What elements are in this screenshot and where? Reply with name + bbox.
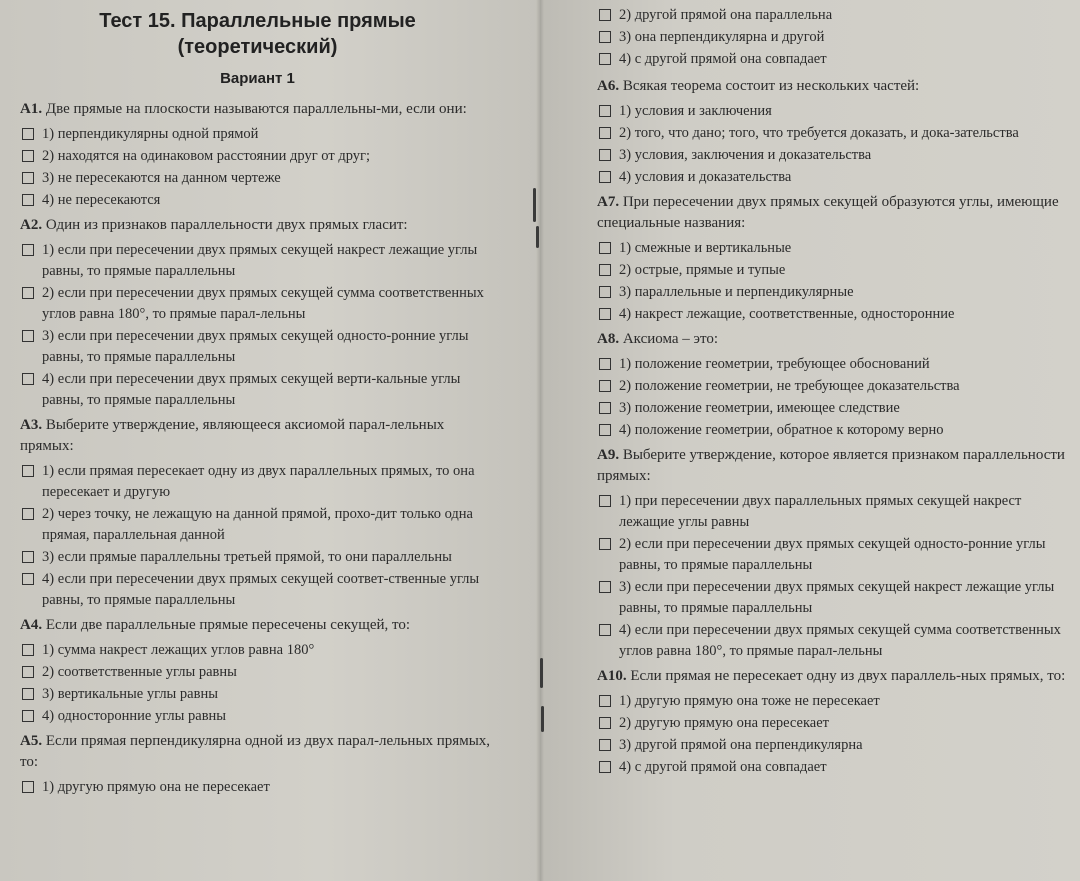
checkbox[interactable] <box>599 171 611 183</box>
option-text: 3) если при пересечении двух прямых секущей односто-ронние углы равны, то прямые параллельны <box>42 328 469 365</box>
checkbox[interactable] <box>599 149 611 161</box>
answer-option[interactable] <box>20 369 495 411</box>
answer-option[interactable] <box>597 577 1077 619</box>
answer-option[interactable] <box>20 569 495 611</box>
staple-bottom-2 <box>541 706 544 732</box>
option-text: 4) не пересекаются <box>42 192 161 208</box>
option-text: 4) условия и доказательства <box>619 169 792 185</box>
option-text: 1) если при пересечении двух прямых секущей накрест лежащие углы равны, то прямые параллельны <box>42 242 478 279</box>
answer-option[interactable] <box>597 167 1077 188</box>
question-body: Если две параллельные прямые пересечены секущей, то: <box>45 617 411 633</box>
answer-option[interactable] <box>597 5 1077 26</box>
answer-option[interactable] <box>597 354 1077 375</box>
answer-option[interactable] <box>20 706 495 727</box>
question-body: Один из признаков параллельности двух прямых гласит: <box>45 217 408 233</box>
checkbox[interactable] <box>22 688 34 700</box>
option-text: 4) односторонние углы равны <box>42 708 227 724</box>
answer-option[interactable] <box>597 620 1077 662</box>
option-text: 2) соответственные углы равны <box>42 664 237 680</box>
answer-option[interactable] <box>597 376 1077 397</box>
checkbox[interactable] <box>22 508 34 520</box>
question <box>597 666 1077 778</box>
question-number: A3. <box>20 417 46 433</box>
question <box>20 615 495 727</box>
option-text: 2) находятся на одинаковом расстоянии друг от друг; <box>42 148 370 164</box>
question-text <box>597 329 1077 350</box>
option-text: 1) смежные и вертикальные <box>619 240 792 256</box>
checkbox[interactable] <box>599 538 611 550</box>
option-text: 4) с другой прямой она совпадает <box>619 51 827 67</box>
checkbox[interactable] <box>599 105 611 117</box>
page-fold <box>536 0 544 881</box>
question-number: A5. <box>20 733 46 749</box>
question-number: A7. <box>597 194 623 210</box>
checkbox[interactable] <box>22 781 34 793</box>
question-body: Если прямая перпендикулярна одной из двух парал-лельных прямых, то: <box>20 733 491 770</box>
question-body: Две прямые на плоскости называются параллельны-ми, если они: <box>45 101 467 117</box>
test-title <box>20 8 495 60</box>
question <box>20 99 495 211</box>
answer-option[interactable] <box>597 304 1077 325</box>
question-body: Всякая теорема состоит из нескольких частей: <box>622 78 920 94</box>
question-number: A2. <box>20 217 46 233</box>
answer-option[interactable] <box>20 168 495 189</box>
checkbox[interactable] <box>22 465 34 477</box>
question-text <box>597 192 1077 234</box>
question <box>597 192 1077 325</box>
checkbox[interactable] <box>599 264 611 276</box>
question-text <box>20 731 495 773</box>
staple-top <box>533 188 536 222</box>
answer-option[interactable] <box>20 146 495 167</box>
checkbox[interactable] <box>599 380 611 392</box>
option-text: 3) вертикальные углы равны <box>42 686 218 702</box>
title-line-1: Тест 15. Параллельные прямые <box>99 10 416 32</box>
question-number: A9. <box>597 447 623 463</box>
answer-option[interactable] <box>20 283 495 325</box>
answer-option[interactable] <box>20 504 495 546</box>
question-body: Если прямая не пересекает одну из двух параллель-ных прямых, то: <box>630 668 1066 684</box>
question <box>597 445 1077 662</box>
question-body: Выберите утверждение, являющееся аксиомой парал-лельных прямых: <box>20 417 445 454</box>
question-text <box>597 666 1077 687</box>
checkbox[interactable] <box>22 172 34 184</box>
answer-option[interactable] <box>20 547 495 568</box>
question-body: Аксиома – это: <box>622 331 718 347</box>
option-text: 4) накрест лежащие, соответственные, односторонние <box>619 306 955 322</box>
answer-option[interactable] <box>20 190 495 211</box>
staple-bottom <box>540 658 543 688</box>
answer-option[interactable] <box>20 461 495 503</box>
question-number: A1. <box>20 101 46 117</box>
checkbox[interactable] <box>599 308 611 320</box>
answer-option[interactable] <box>597 49 1077 70</box>
option-text: 3) условия, заключения и доказательства <box>619 147 872 163</box>
answer-option[interactable] <box>20 662 495 683</box>
option-text: 3) не пересекаются на данном чертеже <box>42 170 281 186</box>
answer-option[interactable] <box>20 326 495 368</box>
answer-option[interactable] <box>597 534 1077 576</box>
question <box>597 329 1077 441</box>
question-number: A6. <box>597 78 623 94</box>
answer-option[interactable] <box>597 145 1077 166</box>
question-text <box>20 415 495 457</box>
answer-option[interactable] <box>20 684 495 705</box>
checkbox[interactable] <box>599 424 611 436</box>
option-text: 2) если при пересечении двух прямых секущей сумма соответственных углов равна 180°, то прямые парал-лельны <box>42 285 484 322</box>
question-text <box>20 99 495 120</box>
checkbox[interactable] <box>599 358 611 370</box>
option-text: 4) если при пересечении двух прямых секущей сумма соответственных углов равна 180°, то прямые парал-лельны <box>619 622 1061 659</box>
checkbox[interactable] <box>22 666 34 678</box>
option-text: 4) если при пересечении двух прямых секущей верти-кальные углы равны, то прямые параллельны <box>42 371 461 408</box>
staple-top-2 <box>536 226 539 248</box>
checkbox[interactable] <box>22 573 34 585</box>
answer-option[interactable] <box>597 27 1077 48</box>
checkbox[interactable] <box>599 495 611 507</box>
checkbox[interactable] <box>22 710 34 722</box>
question-number: A10. <box>597 668 631 684</box>
option-text: 2) другую прямую она пересекает <box>619 715 830 731</box>
option-text: 3) параллельные и перпендикулярные <box>619 284 854 300</box>
option-text: 1) если прямая пересекает одну из двух параллельных прямых, то она пересекает и другую <box>42 463 475 500</box>
question-body: При пересечении двух прямых секущей образуются углы, имеющие специальные названия: <box>597 194 1059 231</box>
question <box>597 76 1077 188</box>
question <box>20 415 495 611</box>
checkbox[interactable] <box>22 330 34 342</box>
answer-option[interactable] <box>597 238 1077 259</box>
checkbox[interactable] <box>599 695 611 707</box>
checkbox[interactable] <box>599 31 611 43</box>
option-text: 4) положение геометрии, обратное к которому верно <box>619 422 944 438</box>
option-text: 4) если при пересечении двух прямых секущей соответ-ственные углы равны, то прямые параллельны <box>42 571 480 608</box>
answer-option[interactable] <box>20 124 495 145</box>
option-text: 1) условия и заключения <box>619 103 772 119</box>
option-text: 2) если при пересечении двух прямых секущей односто-ронние углы равны, то прямые параллельны <box>619 536 1046 573</box>
answer-option[interactable] <box>597 123 1077 144</box>
option-text: 2) через точку, не лежащую на данной прямой, прохо-дит только одна прямая, параллельная данной <box>42 506 473 543</box>
option-text: 1) положение геометрии, требующее обоснований <box>619 356 930 372</box>
checkbox[interactable] <box>22 287 34 299</box>
variant-heading: Вариант 1 <box>220 70 295 87</box>
title-line-2: (теоретический) <box>177 36 338 58</box>
answer-option[interactable] <box>597 398 1077 419</box>
option-text: 3) она перпендикулярна и другой <box>619 29 825 45</box>
left-questions <box>20 99 495 798</box>
checkbox[interactable] <box>599 761 611 773</box>
question-text <box>597 76 1077 97</box>
checkbox[interactable] <box>22 128 34 140</box>
option-text: 2) острые, прямые и тупые <box>619 262 786 278</box>
option-text: 1) сумма накрест лежащих углов равна 180° <box>42 642 315 658</box>
question-text <box>20 215 495 236</box>
checkbox[interactable] <box>22 194 34 206</box>
checkbox[interactable] <box>599 242 611 254</box>
checkbox[interactable] <box>599 286 611 298</box>
right-questions <box>597 76 1077 778</box>
checkbox[interactable] <box>22 150 34 162</box>
checkbox[interactable] <box>22 551 34 563</box>
question <box>20 215 495 411</box>
answer-option[interactable] <box>20 640 495 661</box>
answer-option[interactable] <box>597 757 1077 778</box>
option-text: 1) при пересечении двух параллельных прямых секущей накрест лежащие углы равны <box>619 493 1022 530</box>
option-text: 4) с другой прямой она совпадает <box>619 759 827 775</box>
option-text: 1) другую прямую она не пересекает <box>42 779 270 795</box>
option-text: 1) другую прямую она тоже не пересекает <box>619 693 880 709</box>
checkbox[interactable] <box>22 244 34 256</box>
answer-option[interactable] <box>20 777 495 798</box>
answer-option[interactable] <box>597 491 1077 533</box>
option-text: 3) положение геометрии, имеющее следствие <box>619 400 900 416</box>
question-number: A4. <box>20 617 46 633</box>
a5-continuation <box>597 5 1077 70</box>
option-text: 1) перпендикулярны одной прямой <box>42 126 259 142</box>
question-text <box>597 445 1077 487</box>
question <box>20 731 495 798</box>
left-column <box>20 8 495 802</box>
checkbox[interactable] <box>599 717 611 729</box>
question-number: A8. <box>597 331 623 347</box>
answer-option[interactable] <box>20 240 495 282</box>
option-text: 3) другой прямой она перпендикулярна <box>619 737 863 753</box>
question-body: Выберите утверждение, которое является признаком параллельности прямых: <box>597 447 1065 484</box>
checkbox[interactable] <box>599 53 611 65</box>
answer-option[interactable] <box>597 735 1077 756</box>
question-text <box>20 615 495 636</box>
checkbox[interactable] <box>599 739 611 751</box>
checkbox[interactable] <box>22 373 34 385</box>
answer-option[interactable] <box>597 691 1077 712</box>
checkbox[interactable] <box>22 644 34 656</box>
answer-option[interactable] <box>597 101 1077 122</box>
right-column <box>597 4 1077 782</box>
checkbox[interactable] <box>599 127 611 139</box>
answer-option[interactable] <box>597 260 1077 281</box>
option-text: 2) того, что дано; того, что требуется доказать, и дока-зательства <box>619 125 1019 141</box>
option-text: 2) другой прямой она параллельна <box>619 7 833 23</box>
checkbox[interactable] <box>599 581 611 593</box>
checkbox[interactable] <box>599 402 611 414</box>
option-text: 2) положение геометрии, не требующее доказательства <box>619 378 960 394</box>
answer-option[interactable] <box>597 282 1077 303</box>
answer-option[interactable] <box>597 420 1077 441</box>
checkbox[interactable] <box>599 624 611 636</box>
option-text: 3) если прямые параллельны третьей прямой, то они параллельны <box>42 549 452 565</box>
answer-option[interactable] <box>597 713 1077 734</box>
checkbox[interactable] <box>599 9 611 21</box>
option-text: 3) если при пересечении двух прямых секущей накрест лежащие углы равны, то прямые параллельны <box>619 579 1055 616</box>
